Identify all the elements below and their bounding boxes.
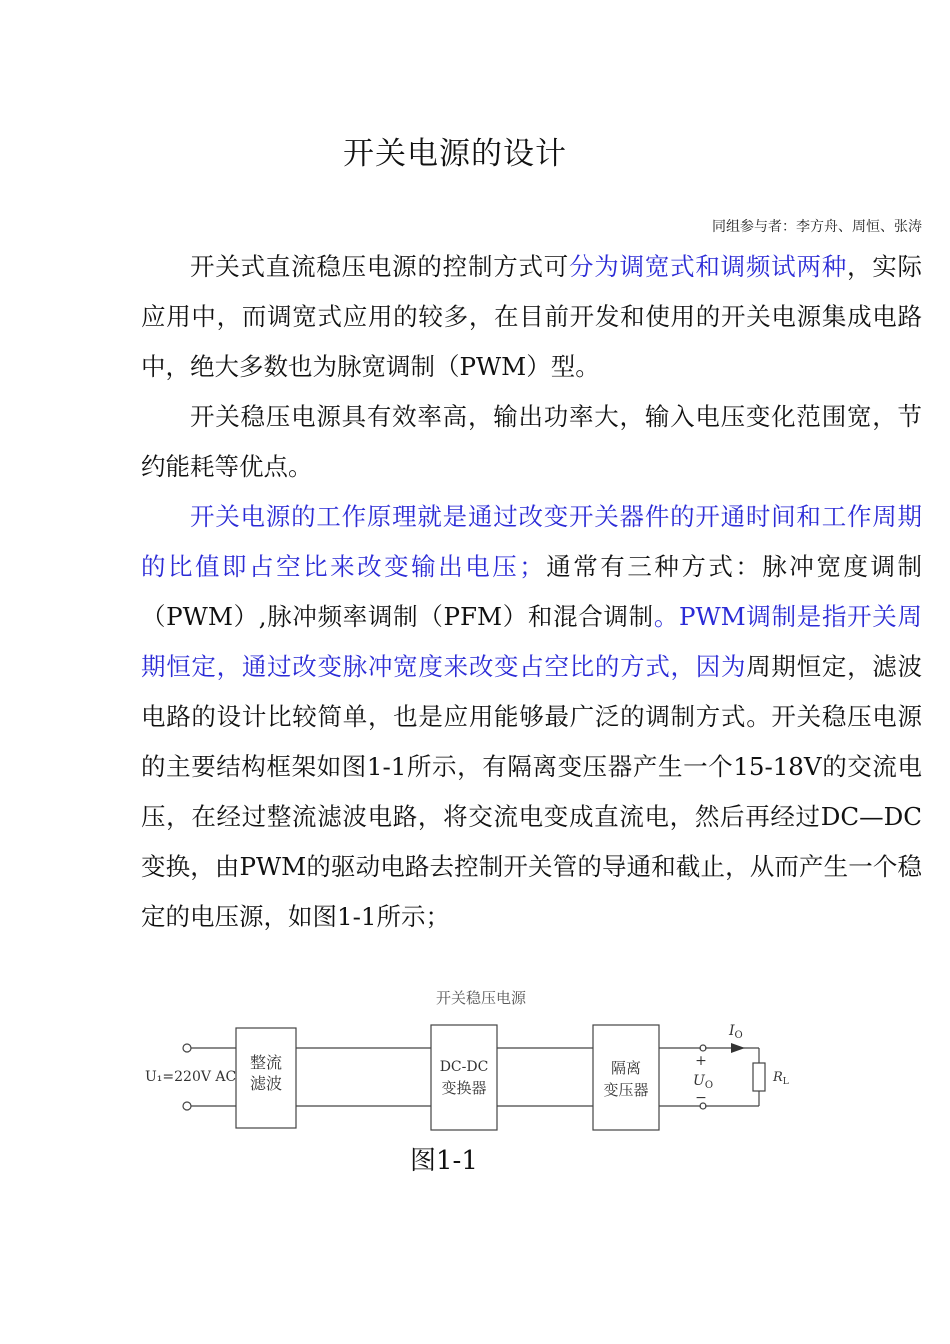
- block-transformer: [593, 1025, 659, 1130]
- load-resistor: [753, 1063, 765, 1091]
- input-terminal-bottom: [183, 1102, 191, 1110]
- block-dcdc-line2: 变换器: [441, 1079, 487, 1097]
- p1-text-a: 开关式直流稳压电源的控制方式可: [190, 252, 570, 281]
- output-minus-sign: −: [695, 1090, 707, 1106]
- paragraph-2: 开关稳压电源具有效率高，输出功率大，输入电压变化范围宽，节约能耗等优点。: [141, 402, 922, 481]
- block-rectifier-line2: 滤波: [249, 1074, 283, 1093]
- p3-highlight-2: 。PWM调制是指开关周期恒定，通过改变脉冲宽度来改变占空比的方式，因为: [141, 602, 922, 681]
- current-label: $I_O$: [729, 1023, 743, 1041]
- output-voltage-label: $U_O$: [693, 1073, 714, 1091]
- page-title: 开关电源的设计: [343, 136, 567, 172]
- figure-caption: 图1-1: [410, 1146, 478, 1176]
- body-text: [141, 242, 922, 942]
- output-plus-sign: +: [695, 1053, 707, 1069]
- p1-highlight: 分为调宽式和调频试两种: [569, 252, 847, 281]
- block-dcdc: [431, 1025, 497, 1130]
- paragraph-3: [141, 492, 922, 942]
- block-transformer-line2: 变压器: [603, 1081, 649, 1099]
- block-transformer-line1: 隔离: [610, 1059, 642, 1077]
- diagram-heading: 开关稳压电源: [435, 989, 527, 1007]
- input-terminal-top: [183, 1044, 191, 1052]
- input-voltage-label: U₁=220V AC: [145, 1069, 237, 1085]
- p3-highlight-1: 开关电源的工作原理就是通过改变开关器件的开通时间和工作周期的比值即占空比来改变输出电压；: [141, 502, 922, 581]
- p1-text-b: ，实际应用中，而调宽式应用的较多，在目前开发和使用的开关电源集成电路中，绝大多数也为脉宽调制（PWM）型。: [141, 252, 923, 381]
- block-diagram: [141, 985, 789, 1135]
- p3-text-a: 通常有三种方式：脉冲宽度调制（PWM）,脉冲频率调制（PFM）和混合调制: [141, 552, 922, 631]
- paragraph-1: [141, 242, 922, 392]
- block-rectifier-line1: 整流: [249, 1053, 283, 1072]
- p3-text-b: 周期恒定，滤波电路的设计比较简单，也是应用能够最广泛的调制方式。开关稳压电源的主要结构框架如图1-1所示，有隔离变压器产生一个15-18V的交流电压，在经过整流滤波电路，将交流电变成直流电，然后再经过DC—DC变换，由PWM的驱动电路去控制开关管的导通和截止，从而产生一个稳定的电压源，如图1-1所示；: [141, 652, 923, 931]
- block-dcdc-line1: DC-DC: [439, 1059, 489, 1075]
- authors-line: 同组参与者：李方舟、周恒、张涛: [712, 219, 922, 235]
- current-arrow-icon: [731, 1043, 745, 1053]
- load-label: $R_L$: [773, 1070, 789, 1087]
